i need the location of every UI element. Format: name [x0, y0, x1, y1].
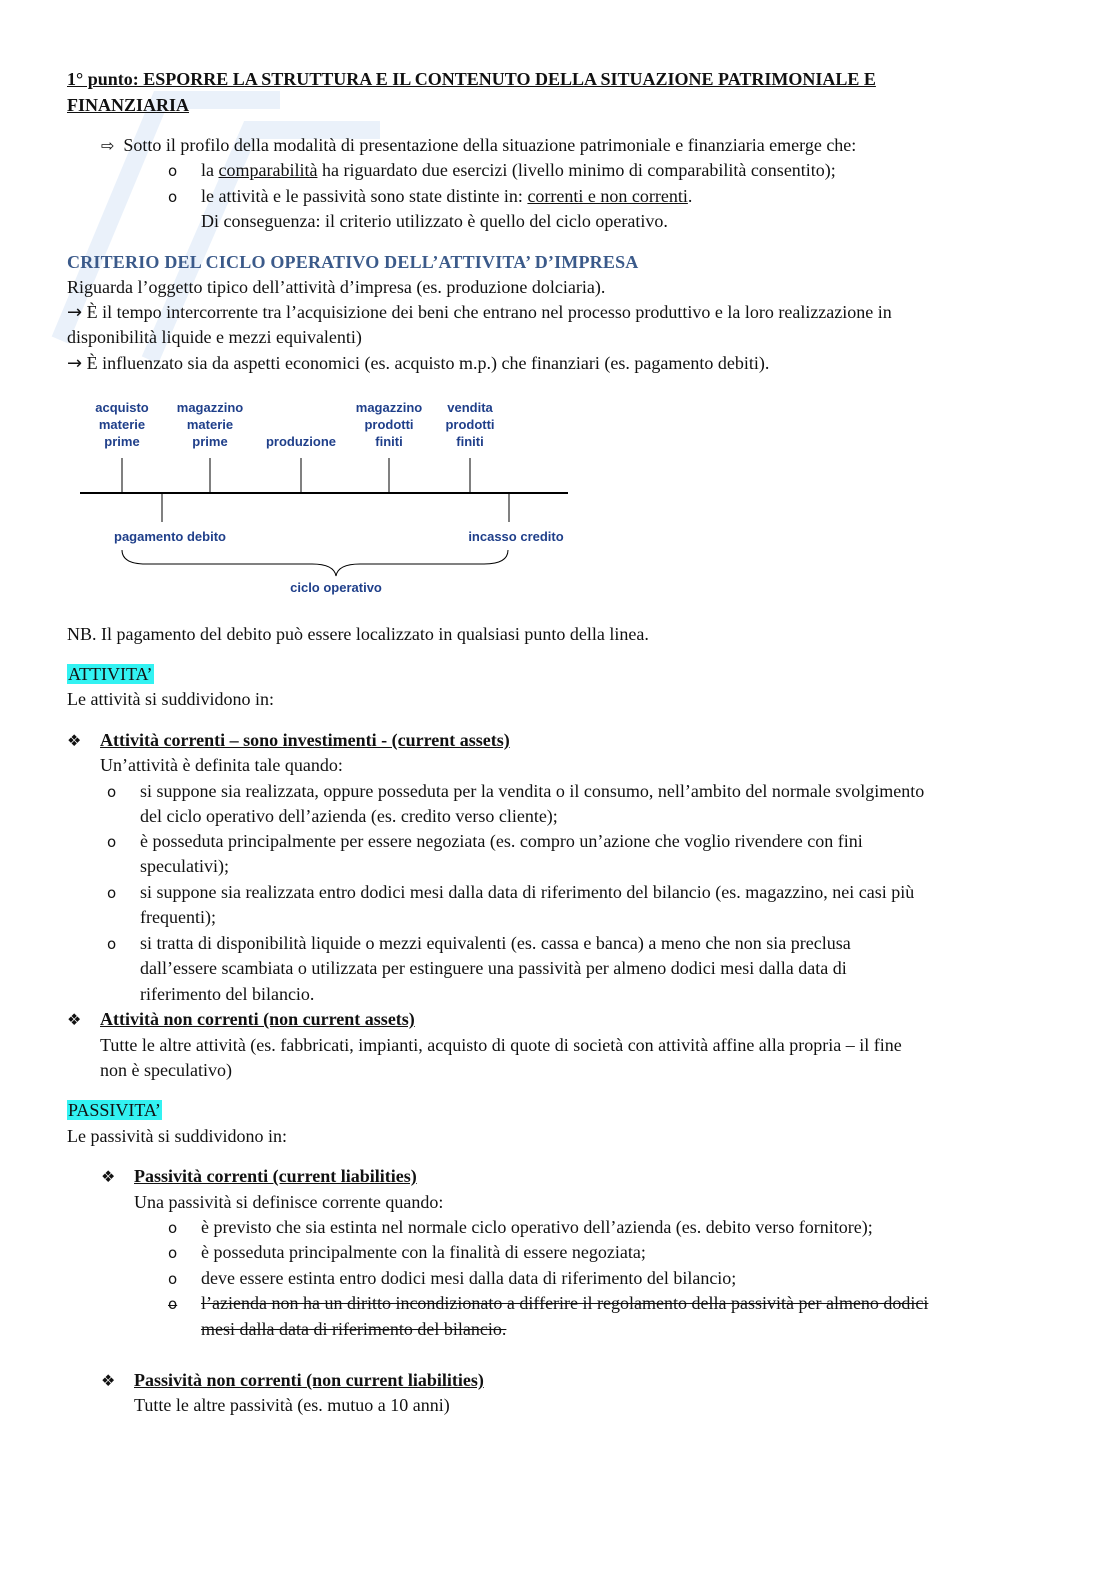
label-ciclo-operativo: ciclo operativo: [290, 580, 382, 595]
attivita-bullet-3: o si suppone sia realizzata entro dodici mesi dalla data di riferimento del bilancio (es. magazzino, nei casi più: [107, 882, 915, 902]
attivita-bullet-2-cont: speculativi);: [140, 856, 229, 876]
label-incasso-credito: incasso credito: [468, 529, 564, 544]
circle-bullet-icon: o: [168, 1244, 178, 1262]
attivita-correnti-title: ❖ Attività correnti – sono investimenti - (current assets): [67, 730, 510, 750]
label-acquisto-materie-prime: acquisto materie prime: [95, 400, 149, 449]
passivita-bullet-4-struck-cont: mesi dalla data di riferimento del bilancio.: [201, 1319, 507, 1339]
label-produzione: produzione: [265, 434, 337, 449]
circle-bullet-icon: o: [107, 935, 117, 953]
circle-bullet-icon: o: [107, 783, 117, 801]
criterio-line3: disponibilità liquide e mezzi equivalenti): [67, 327, 362, 347]
attivita-bullet-4-cont2: riferimento del bilancio.: [140, 984, 315, 1004]
diamond-bullet-icon: ❖: [67, 1010, 82, 1029]
hollow-arrow-icon: ⇨: [101, 136, 115, 155]
diamond-bullet-icon: ❖: [101, 1371, 116, 1390]
arrow-right-icon: →: [67, 302, 83, 323]
attivita-bullet-1-cont: del ciclo operativo dell’azienda (es. credito verso cliente);: [140, 806, 558, 826]
attivita-bullet-2: o è posseduta principalmente per essere negoziata (es. compro un’azione che voglio rivendere con fini: [107, 831, 863, 851]
passivita-bullet-3: o deve essere estinta entro dodici mesi dalla data di riferimento del bilancio;: [168, 1268, 737, 1288]
passivita-bullet-4-struck: o l’azienda non ha un diritto incondizionato a differire il regolamento della passività per almeno dodici: [168, 1293, 929, 1313]
intro-item-1: o la comparabilità ha riguardato due esercizi (livello minimo di comparabilità consentito);: [168, 160, 836, 180]
label-magazzino-prodotti-finiti: magazzino prodotti finiti: [355, 400, 423, 449]
criterio-line2: → È il tempo intercorrente tra l’acquisizione dei beni che entrano nel processo produttivo e la loro realizzazione in: [67, 302, 892, 323]
ciclo-brace: [122, 550, 508, 576]
nb-note: NB. Il pagamento del debito può essere localizzato in qualsiasi punto della linea.: [67, 624, 649, 644]
passivita-correnti-title: ❖ Passività correnti (current liabilities): [101, 1166, 417, 1186]
circle-bullet-icon: o: [168, 162, 178, 180]
operating-cycle-diagram: [76, 394, 596, 604]
arrow-right-icon: →: [67, 353, 83, 374]
diamond-bullet-icon: ❖: [101, 1167, 116, 1186]
circle-bullet-icon: o: [168, 1295, 178, 1313]
passivita-bullet-1: o è previsto che sia estinta nel normale ciclo operativo dell’azienda (es. debito verso fornitore);: [168, 1217, 873, 1237]
passivita-noncorrenti-line1: Tutte le altre passività (es. mutuo a 10 anni): [134, 1395, 450, 1415]
attivita-noncorrenti-title: ❖ Attività non correnti (non current assets): [67, 1009, 415, 1029]
attivita-noncorrenti-line1: Tutte le altre attività (es. fabbricati, impianti, acquisto di quote di società con attività affine alla propria – il fine: [100, 1035, 902, 1055]
label-pagamento-debito: pagamento debito: [114, 529, 226, 544]
attivita-bullet-4-cont1: dall’essere scambiata o utilizzata per estinguere una passività per almeno dodici mesi dalla data di: [140, 958, 847, 978]
criterio-line1: Riguarda l’oggetto tipico dell’attività d’impresa (es. produzione dolciaria).: [67, 277, 606, 297]
attivita-heading: ATTIVITA’: [68, 664, 153, 684]
circle-bullet-icon: o: [107, 884, 117, 902]
passivita-noncorrenti-title: ❖ Passività non correnti (non current liabilities): [101, 1370, 484, 1390]
intro-item-2-cont: Di conseguenza: il criterio utilizzato è quello del ciclo operativo.: [201, 211, 668, 231]
passivita-bullet-2: o è posseduta principalmente con la finalità di essere negoziata;: [168, 1242, 646, 1262]
criterio-heading: CRITERIO DEL CICLO OPERATIVO DELL’ATTIVITA’ D’IMPRESA: [67, 252, 639, 272]
circle-bullet-icon: o: [168, 1219, 178, 1237]
circle-bullet-icon: o: [168, 1270, 178, 1288]
attivita-correnti-intro: Un’attività è definita tale quando:: [100, 755, 343, 775]
passivita-heading: PASSIVITA’: [68, 1100, 161, 1120]
attivita-bullet-1: o si suppone sia realizzata, oppure posseduta per la vendita o il consumo, nell’ambito del normale svolgimento: [107, 781, 925, 801]
intro-arrow-line: ⇨ Sotto il profilo della modalità di presentazione della situazione patrimoniale e finanziaria emerge che:: [101, 135, 857, 155]
criterio-line4: → È influenzato sia da aspetti economici (es. acquisto m.p.) che finanziari (es. pagamento debiti).: [67, 353, 770, 374]
diamond-bullet-icon: ❖: [67, 731, 82, 750]
attivita-bullet-4: o si tratta di disponibilità liquide o mezzi equivalenti (es. cassa e banca) a meno che non sia preclusa: [107, 933, 851, 953]
page-title-line1: 1° punto: ESPORRE LA STRUTTURA E IL CONTENUTO DELLA SITUAZIONE PATRIMONIALE E: [67, 69, 876, 89]
circle-bullet-icon: o: [107, 833, 117, 851]
attivita-noncorrenti-line2: non è speculativo): [100, 1060, 232, 1080]
passivita-correnti-intro: Una passività si definisce corrente quando:: [134, 1192, 444, 1212]
attivita-intro: Le attività si suddividono in:: [67, 689, 274, 709]
passivita-intro: Le passività si suddividono in:: [67, 1126, 287, 1146]
circle-bullet-icon: o: [168, 188, 178, 206]
page-title-line2: FINANZIARIA: [67, 95, 190, 115]
attivita-bullet-3-cont: frequenti);: [140, 907, 216, 927]
intro-item-2: o le attività e le passività sono state distinte in: correnti e non correnti.: [168, 186, 693, 206]
label-vendita-prodotti-finiti: vendita prodotti finiti: [445, 400, 495, 449]
label-magazzino-materie-prime: magazzino materie prime: [176, 400, 244, 449]
